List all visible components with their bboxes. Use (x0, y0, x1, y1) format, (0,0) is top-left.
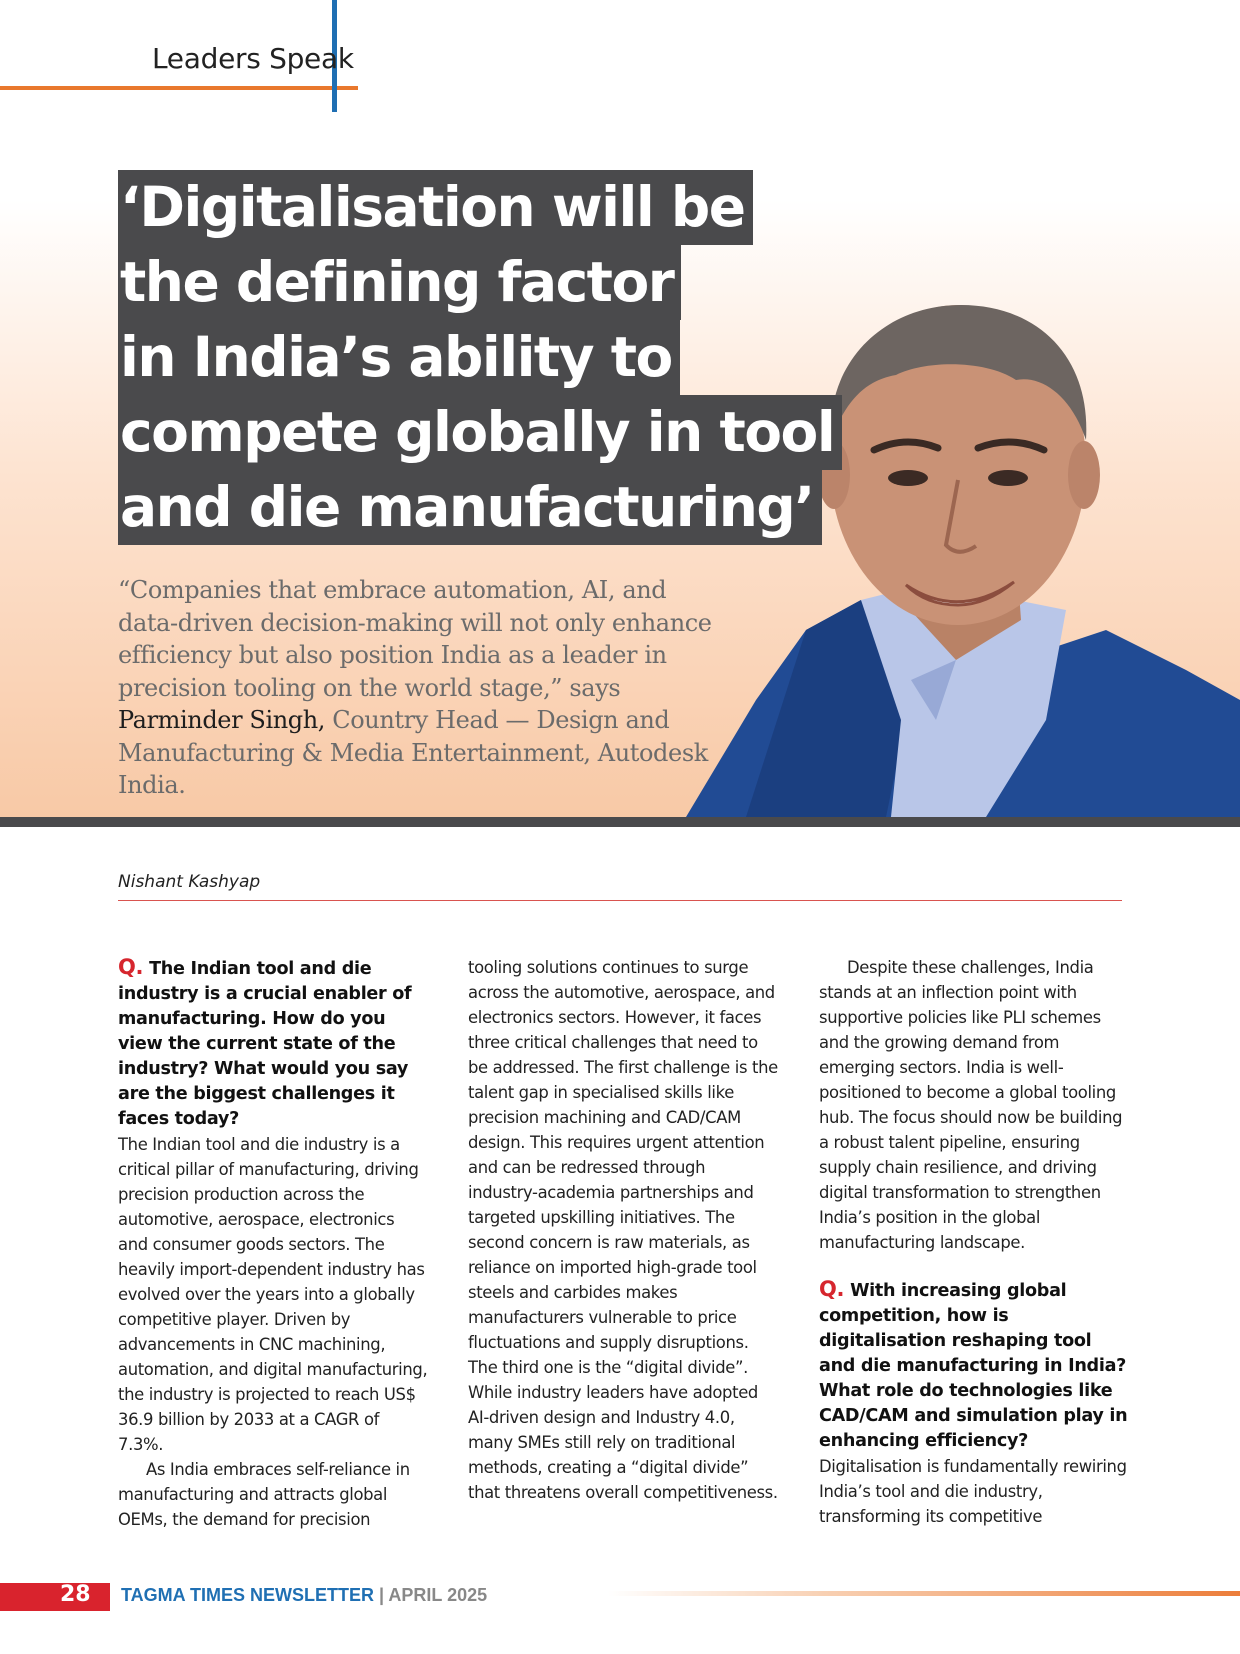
footer-publication (121, 1585, 487, 1606)
answer-paragraph: Digitalisation is fundamentally rewiring India’s tool and die industry, transforming its competitive (819, 1457, 1127, 1526)
hero-divider-bar (0, 817, 1240, 827)
interviewee-role: Country Head — Design and Manufacturing & Media Entertainment, Autodesk India. (118, 706, 708, 799)
body-column-3 (819, 955, 1129, 1529)
question-block (819, 1277, 1129, 1454)
question-marker: Q. (118, 955, 144, 979)
interviewee-name: Parminder Singh, (118, 706, 326, 734)
answer-paragraph: Despite these challenges, India stands at an inflection point with supportive policies like PLI schemes and the growing demand from emerging sectors. India is well-positioned to become a global tooling hub. The focus should now be building a robust talent pipeline, ensuring supply chain resilience, and driving digital transformation to strengthen India’s position in the global manufacturing landscape. (819, 958, 1123, 1252)
headline-line: compete globally in tool (118, 395, 842, 470)
page-number-box (0, 1583, 110, 1611)
headline-line: and die manufacturing’ (118, 470, 822, 545)
question-marker: Q. (819, 1277, 845, 1301)
question-text: The Indian tool and die industry is a crucial enabler of manufacturing. How do you view the current state of the industry? What would you say are the biggest challenges it faces today? (118, 959, 412, 1129)
footer-separator: | (379, 1585, 385, 1605)
answer-paragraph: The Indian tool and die industry is a critical pillar of manufacturing, driving precision production across the automotive, aerospace, electronics and consumer goods sectors. The heavily import-dependent industry has evolved over the years into a globally competitive player. Driven by advancements in CNC machining, automation, and digital manufacturing, the industry is projected to reach US$ 36.9 billion by 2033 at a CAGR of 7.3%. (118, 1135, 428, 1454)
question-block (118, 955, 428, 1132)
answer-paragraph: As India embraces self-reliance in manufacturing and attracts global OEMs, the demand for precision (118, 1460, 410, 1529)
headline (118, 170, 835, 545)
standfirst (118, 574, 718, 802)
question-text: With increasing global competition, how is digitalisation reshaping tool and die manufacturing in India? What role do technologies like CAD/CAM and simulation play in enhancing efficiency? (819, 1281, 1128, 1451)
headline-line: the defining factor (118, 245, 681, 320)
headline-line: in India’s ability to (118, 320, 680, 395)
section-label: Leaders Speak (152, 42, 354, 75)
body-column-2 (468, 955, 778, 1505)
issue-date: APRIL 2025 (388, 1585, 488, 1605)
headline-line: ‘Digitalisation will be (118, 170, 753, 245)
byline-rule (118, 900, 1122, 901)
publication-name: TAGMA TIMES NEWSLETTER (121, 1585, 374, 1605)
header-accent-line (0, 86, 358, 90)
footer-accent-line (608, 1591, 1240, 1596)
answer-paragraph: tooling solutions continues to surge across the automotive, aerospace, and electronics sectors. However, it faces three critical challenges that need to be addressed. The first challenge is the talent gap in specialised skills like precision machining and CAD/CAM design. This requires urgent attention and can be redressed through industry-academia partnerships and targeted upskilling initiatives. The second concern is raw materials, as reliance on imported high-grade tool steels and carbides makes manufacturers vulnerable to price fluctuations and supply disruptions. The third one is the “digital divide”. While industry leaders have adopted AI-driven design and Industry 4.0, many SMEs still rely on traditional methods, creating a “digital divide” that threatens overall competitiveness. (468, 958, 778, 1502)
page-number: 28 (60, 1582, 91, 1607)
byline: Nishant Kashyap (118, 872, 261, 892)
body-column-1 (118, 955, 428, 1532)
standfirst-quote: “Companies that embrace automation, AI, and data-driven decision-making will not only enhance efficiency but also position India as a leader in precision tooling on the world stage,” says (118, 576, 712, 702)
